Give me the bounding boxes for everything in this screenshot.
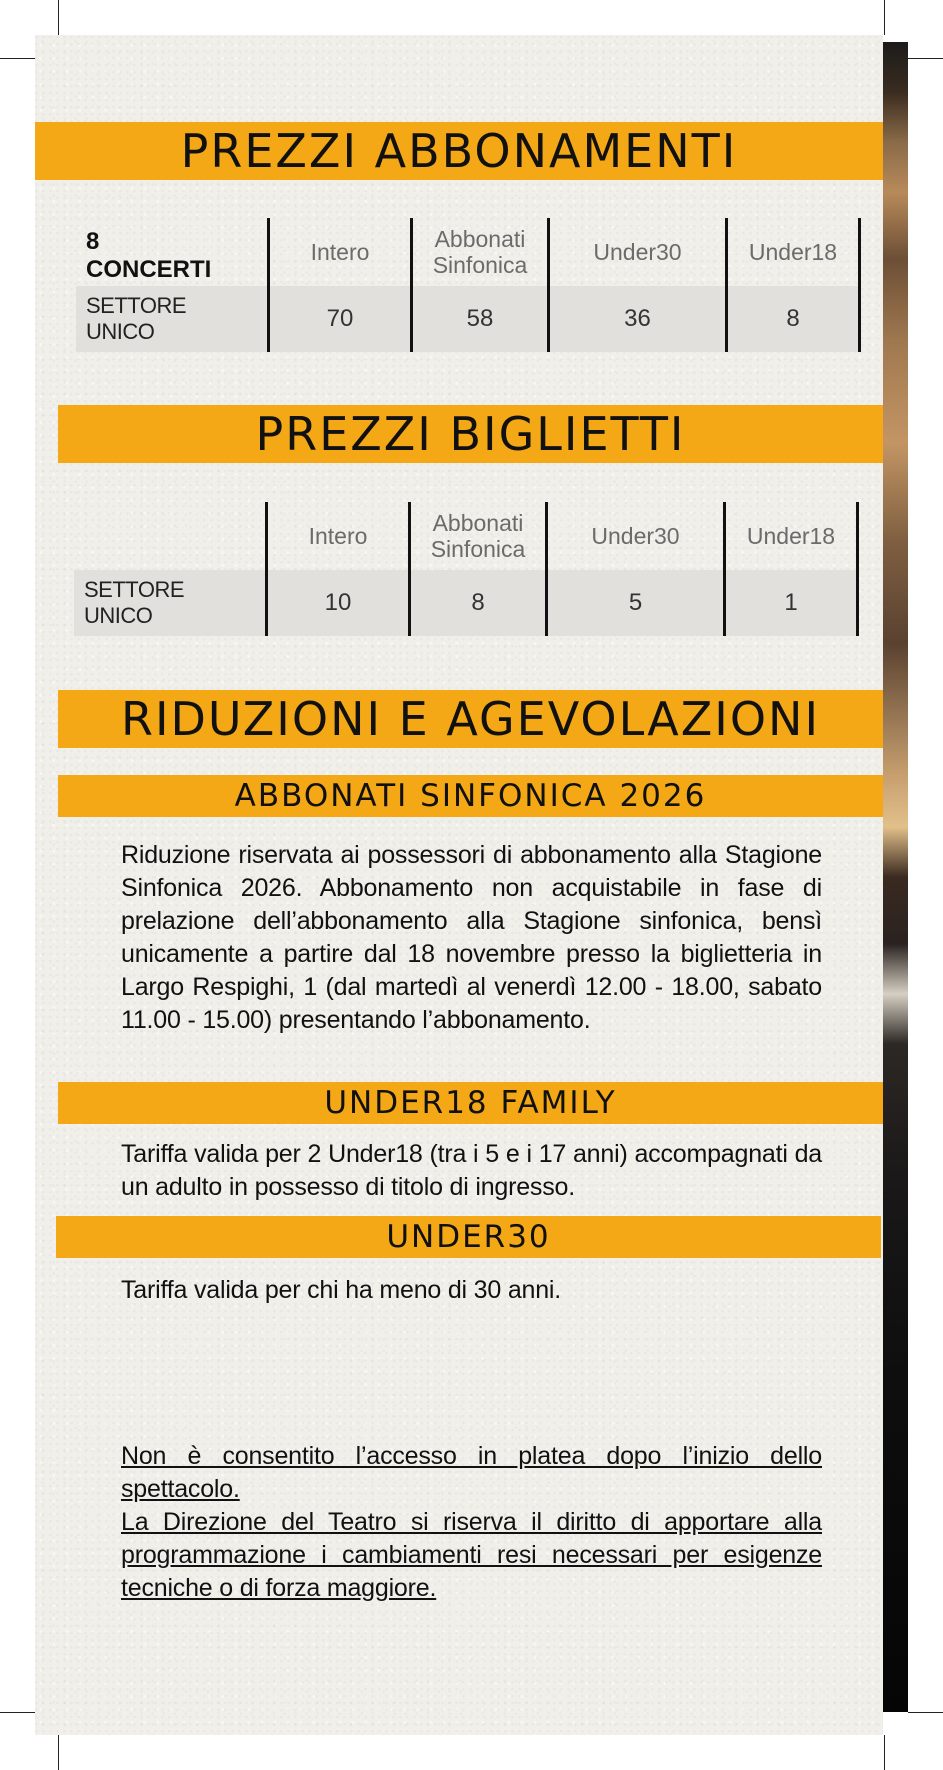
column-divider bbox=[265, 502, 268, 636]
price-cell: 70 bbox=[326, 305, 354, 332]
column-divider bbox=[267, 218, 270, 352]
crop-mark bbox=[908, 1712, 943, 1713]
column-header: Intero bbox=[310, 239, 370, 265]
crop-mark bbox=[908, 58, 943, 59]
column-header: Under18 bbox=[748, 239, 838, 265]
section-title-riduzioni: RIDUZIONI E AGEVOLAZIONI bbox=[58, 690, 883, 748]
column-header: Abbonati Sinfonica bbox=[432, 226, 528, 278]
price-cell: 8 bbox=[786, 305, 800, 332]
subsection-heading: UNDER18 FAMILY bbox=[58, 1082, 883, 1124]
crop-mark bbox=[58, 1735, 59, 1770]
row-label: SETTORE UNICO bbox=[84, 577, 185, 628]
crop-mark bbox=[884, 1735, 885, 1770]
column-header: Under18 bbox=[746, 523, 836, 549]
price-cell: 5 bbox=[628, 589, 643, 616]
crop-mark bbox=[0, 58, 35, 59]
price-cell: 58 bbox=[466, 305, 494, 332]
crop-mark bbox=[58, 0, 59, 35]
notice-access: Non è consentito l’accesso in platea dopo l’inizio dello spettacolo. bbox=[121, 1442, 822, 1503]
crop-mark bbox=[884, 0, 885, 35]
column-divider bbox=[547, 218, 550, 352]
column-divider bbox=[725, 218, 728, 352]
column-divider bbox=[408, 502, 411, 636]
table-corner-label: 8 CONCERTI bbox=[86, 228, 212, 283]
price-cell: 8 bbox=[471, 589, 485, 616]
section-title-biglietti: PREZZI BIGLIETTI bbox=[58, 405, 883, 463]
column-divider bbox=[858, 218, 861, 352]
column-divider bbox=[545, 502, 548, 636]
column-divider bbox=[856, 502, 859, 636]
column-divider bbox=[723, 502, 726, 636]
notice-programme-changes: La Direzione del Teatro si riserva il diritto di apportare alla programmazione i cambiamenti resi necessari per esigenze tecniche o di forza maggiore. bbox=[121, 1508, 822, 1602]
subsection-heading: ABBONATI SINFONICA 2026 bbox=[58, 775, 883, 817]
subsection-text: Tariffa valida per chi ha meno di 30 anni. bbox=[121, 1276, 562, 1304]
section-title-abbonamenti: PREZZI ABBONAMENTI bbox=[35, 122, 883, 180]
price-cell: 10 bbox=[324, 589, 352, 616]
price-cell: 36 bbox=[624, 305, 651, 332]
crop-mark bbox=[0, 1712, 35, 1713]
row-label: SETTORE UNICO bbox=[86, 293, 187, 344]
column-header: Under30 bbox=[593, 239, 682, 265]
orchestra-photo-edge bbox=[883, 42, 908, 1712]
subsection-text: Tariffa valida per 2 Under18 (tra i 5 e i 17 anni) accompagnati da un adulto in possesso di titolo di ingresso. bbox=[121, 1140, 822, 1201]
column-header: Under30 bbox=[591, 523, 680, 549]
column-divider bbox=[410, 218, 413, 352]
subsection-heading: UNDER30 bbox=[56, 1216, 881, 1258]
column-header: Abbonati Sinfonica bbox=[430, 510, 526, 562]
price-cell: 1 bbox=[784, 589, 798, 616]
subsection-text: Riduzione riservata ai possessori di abbonamento alla Stagione Sinfonica 2026. Abbonamento non acquistabile in fase di prelazione dell’abbonamento alla Stagione sinfonica, bensì unicamente a partire dal 18 novembre presso la biglietteria in Largo Respighi, 1 (dal martedì al venerdì 12.00 - 18.00, sabato 11.00 - 15.00) presentando l’abbonamento. bbox=[121, 841, 822, 1034]
column-header: Intero bbox=[308, 523, 368, 549]
